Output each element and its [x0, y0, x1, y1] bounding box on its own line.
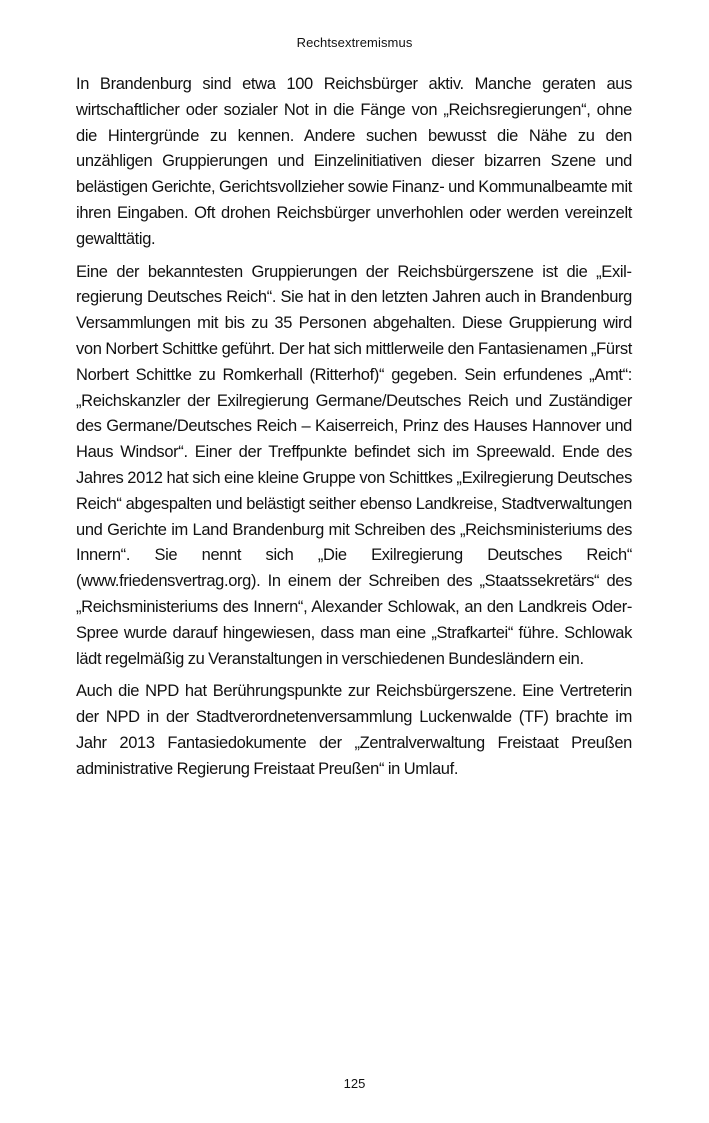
paragraph-exilregierung: Eine der bekanntesten Gruppierungen der Reichsbürgerszene ist die „Exilregierung Deutsches Reich“. Sie hat in den letzten Jahren auch in Brandenburg Versammlungen mit bis zu 35 Personen abgehalten. Diese Gruppierung wird von Norbert Schittke geführt. Der hat sich mittlerweile den Fantasienamen „Fürst Norbert Schittke zu Romkerhall (Ritterhof)“ gegeben. Sein erfundenes „Amt“: „Reichskanzler der Exilregierung Germane/​Deutsches Reich und Zuständiger des Germane/Deutsches Reich – Kaiserreich, Prinz des Hauses Hannover und Haus Windsor“. Einer der Treffpunkte befindet sich im Spreewald. Ende des Jahres 2012 hat sich eine kleine Gruppe von Schittkes „Exilregierung Deutsches Reich“ abgespalten und belästigt seither ebenso Landkreise, Stadtverwaltungen und Gerichte im Land Brandenburg mit Schreiben des „Reichsministeriums des Innern“. Sie nennt sich „Die Exilregierung Deutsches Reich“ (www.friedensvertrag.​org). In einem der Schreiben des „Staatssekretärs“ des „Reichsministeriums des Innern“, Alexander Schlowak, an den Landkreis Oder-Spree wurde darauf hingewiesen, dass man eine „Strafkartei“ führe. Schlowak lädt regelmäßig zu Veranstaltungen in verschiedenen Bundesländern ein. — [76, 262, 632, 668]
paragraph-npd: Auch die NPD hat Berührungspunkte zur Reichsbürgerszene. Eine Vertreterin der NPD in der Stadtverordnetenversammlung Luckenwalde (TF) brachte im Jahr 2013 Fantasiedokumente der „Zentralverwaltung Freistaat Preußen administrative Regierung Freistaat Preußen“ in Umlauf. — [76, 682, 632, 778]
body-text — [76, 72, 632, 790]
page-number: 125 — [343, 1076, 366, 1091]
running-header-title: Rechtsextremismus — [296, 35, 413, 50]
paragraph-reichsbuerger-intro: In Brandenburg sind etwa 100 Reichsbürger aktiv. Manche geraten aus wirtschaftlicher oder sozialer Not in die Fänge von „Reichsregierungen“, ohne die Hintergründe zu kennen. Andere suchen bewusst die Nähe zu den unzähligen Gruppierungen und Einzelinitiativen dieser bizarren Szene und belästigen Gerichte, Gerichtsvollzieher sowie Finanz- und Kommunalbeamte mit ihren Eingaben. Oft drohen Reichsbürger unverhohlen oder werden vereinzelt gewalttätig. — [76, 75, 632, 248]
